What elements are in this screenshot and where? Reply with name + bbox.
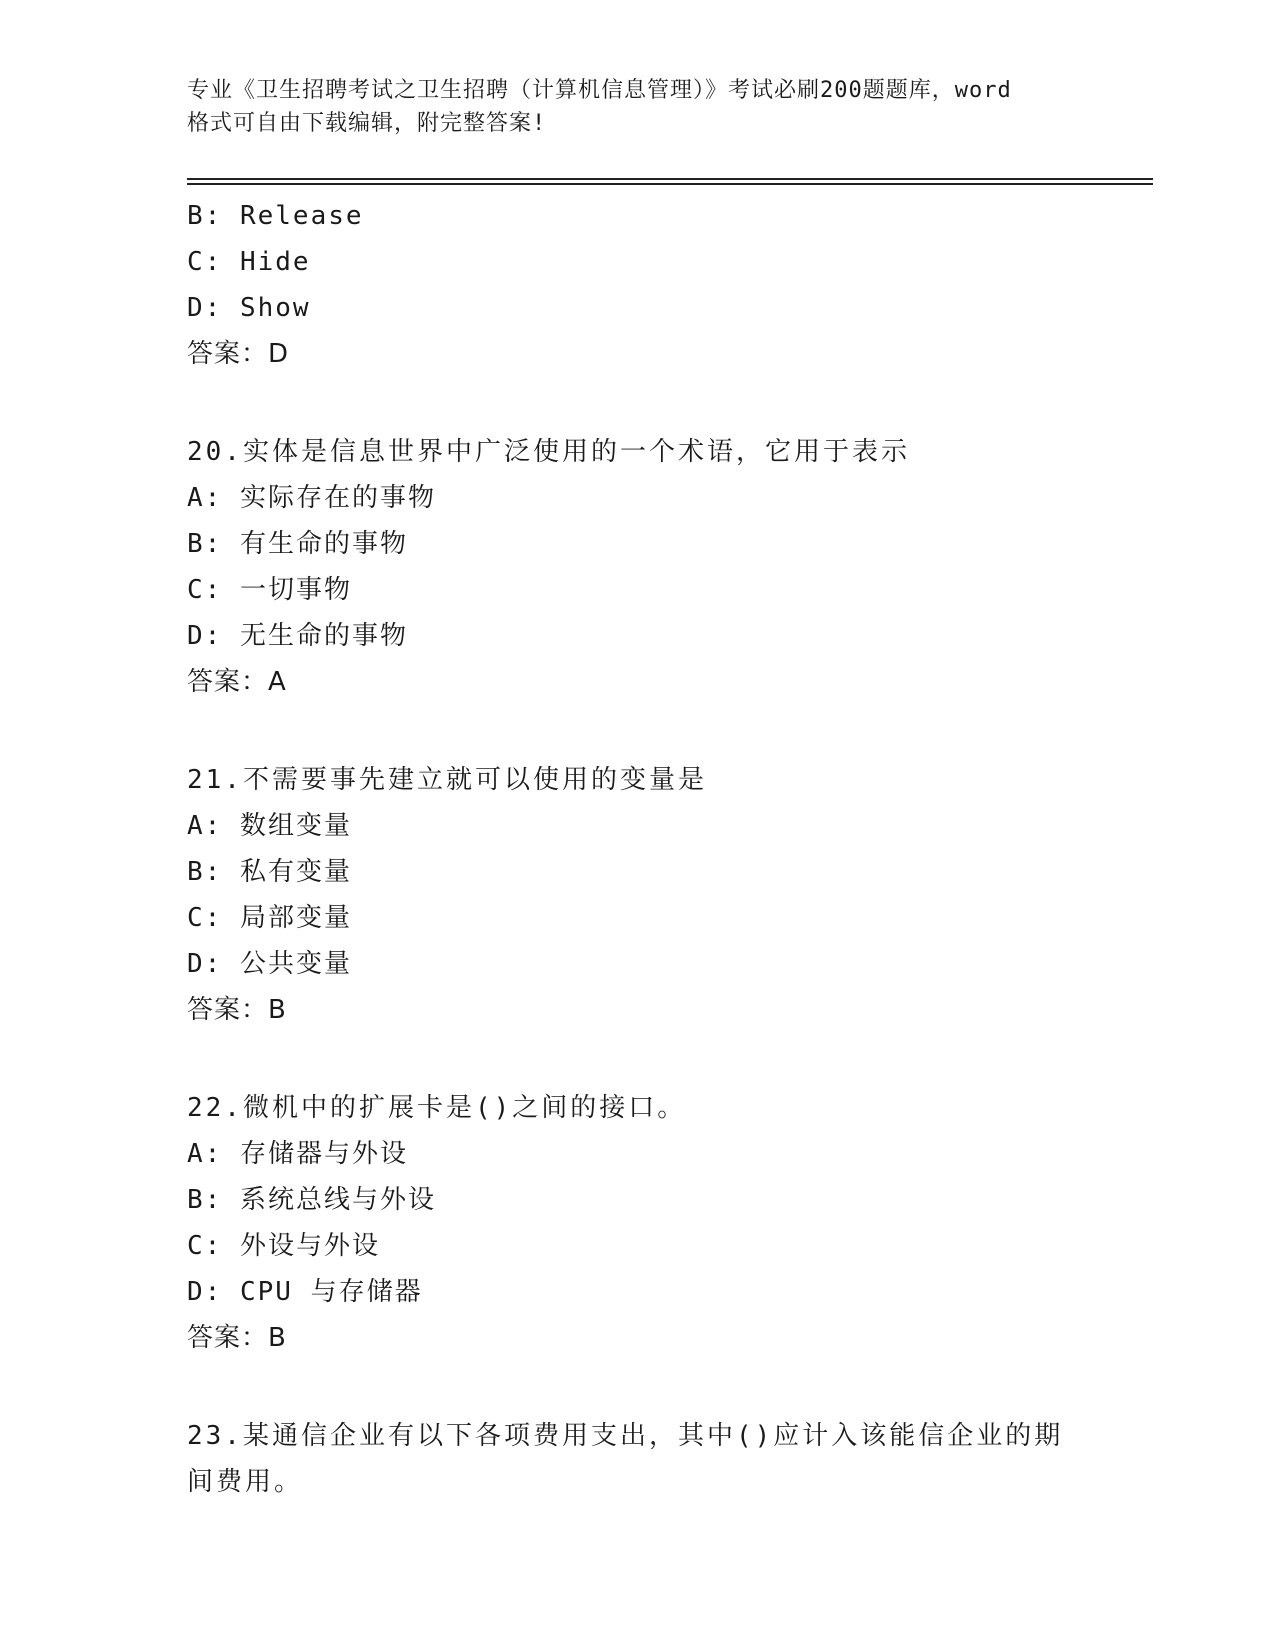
- option-a: A: 数组变量: [187, 811, 352, 841]
- question-list: [187, 193, 1087, 1505]
- question-title: 23.某通信企业有以下各项费用支出，其中()应计入该能信企业的期间费用。: [187, 1421, 1064, 1497]
- option-d: D: 无生命的事物: [187, 621, 408, 651]
- option-d: D: Show: [187, 293, 311, 323]
- document-header: [187, 74, 1087, 140]
- option-c: C: 局部变量: [187, 903, 352, 933]
- option-b: B: 系统总线与外设: [187, 1185, 436, 1215]
- option-b: B: Release: [187, 201, 364, 231]
- answer-line: 答案：B: [187, 995, 287, 1025]
- header-divider-top: [187, 178, 1153, 180]
- option-c: C: 外设与外设: [187, 1231, 380, 1261]
- question-item: [187, 757, 1087, 1033]
- option-c: C: Hide: [187, 247, 311, 277]
- option-b: B: 私有变量: [187, 857, 352, 887]
- spacer: [187, 705, 1087, 757]
- header-line-2: 格式可自由下载编辑，附完整答案!: [187, 111, 547, 136]
- question-item: [187, 1413, 1087, 1505]
- option-a: A: 实际存在的事物: [187, 483, 436, 513]
- header-line-1: 专业《卫生招聘考试之卫生招聘（计算机信息管理）》考试必刷200题题库，word: [187, 78, 1012, 103]
- question-item: [187, 429, 1087, 705]
- question-item: [187, 1085, 1087, 1361]
- answer-line: 答案：B: [187, 1323, 287, 1353]
- spacer: [187, 1361, 1087, 1413]
- answer-line: 答案：A: [187, 667, 287, 697]
- option-d: D: 公共变量: [187, 949, 352, 979]
- partial-question: [187, 193, 1087, 377]
- option-b: B: 有生命的事物: [187, 529, 408, 559]
- spacer: [187, 377, 1087, 429]
- question-title: 21.不需要事先建立就可以使用的变量是: [187, 765, 707, 795]
- option-d: D: CPU 与存储器: [187, 1277, 423, 1307]
- spacer: [187, 1033, 1087, 1085]
- answer-line: 答案：D: [187, 339, 290, 369]
- question-title: 22.微机中的扩展卡是()之间的接口。: [187, 1093, 687, 1123]
- option-c: C: 一切事物: [187, 575, 352, 605]
- question-title: 20.实体是信息世界中广泛使用的一个术语，它用于表示: [187, 437, 910, 467]
- option-a: A: 存储器与外设: [187, 1139, 408, 1169]
- header-divider-bottom: [187, 183, 1153, 185]
